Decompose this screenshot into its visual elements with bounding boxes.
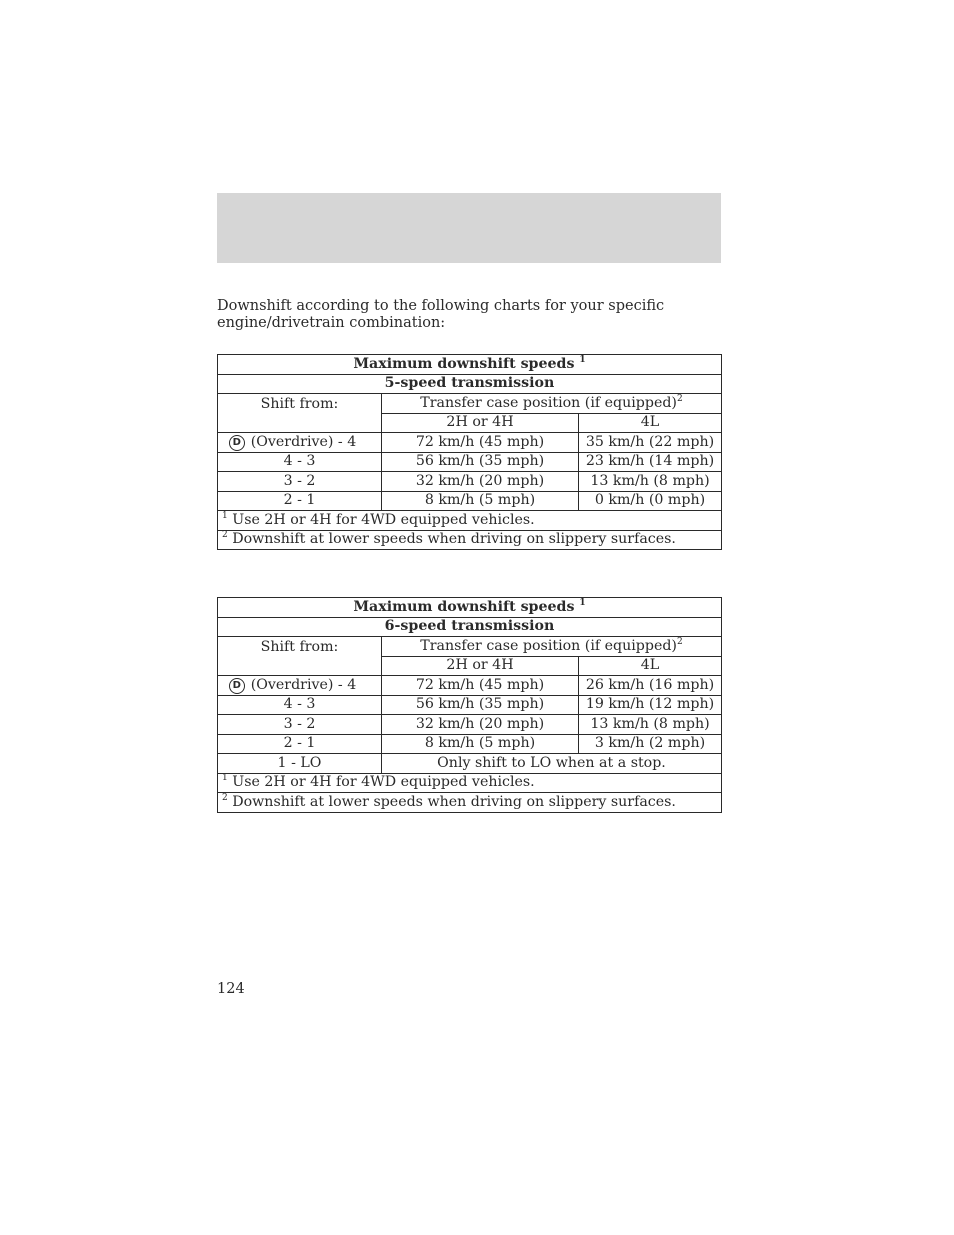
footnote-ref: 1: [579, 597, 586, 608]
speed-4l-cell: 26 km/h (16 mph): [579, 676, 722, 696]
footnote-row-2: [218, 530, 722, 550]
speed-2h-cell: 72 km/h (45 mph): [382, 676, 579, 696]
shift-cell: 3 - 2: [218, 472, 382, 492]
table-row: [218, 695, 722, 715]
speed-2h-cell: 32 km/h (20 mph): [382, 715, 579, 735]
speed-4l-cell: 3 km/h (2 mph): [579, 734, 722, 754]
shift-cell: 2 - 1: [218, 734, 382, 754]
table-row: [218, 734, 722, 754]
overdrive-d-icon: D: [229, 678, 245, 694]
transfer-case-header: Transfer case position (if equipped)$^2$: [382, 637, 722, 657]
speed-2h-cell: 8 km/h (5 mph): [382, 491, 579, 511]
table-row: [218, 491, 722, 511]
table-subtitle: 5-speed transmission: [218, 374, 722, 394]
table-subtitle: 6-speed transmission: [218, 617, 722, 637]
header-row: [218, 394, 722, 414]
table-title: Maximum downshift speeds $^1$: [218, 598, 722, 618]
col-2h-4h-header: 2H or 4H: [382, 413, 579, 433]
page-number: 124: [217, 981, 245, 997]
shift-cell: 1 - LO: [218, 754, 382, 774]
footnote-row-1: [218, 773, 722, 793]
footnote-ref: 1: [579, 354, 586, 365]
section-header-band: [217, 193, 721, 263]
header-row: [218, 637, 722, 657]
transfer-case-header: Transfer case position (if equipped)$^2$: [382, 394, 722, 414]
speed-4l-cell: 0 km/h (0 mph): [579, 491, 722, 511]
table-subtitle-row: [218, 374, 722, 394]
downshift-table-5-speed: [217, 354, 722, 550]
table-title: Maximum downshift speeds $^1$: [218, 355, 722, 375]
table-row: [218, 715, 722, 735]
shift-cell: 4 - 3: [218, 452, 382, 472]
col-4l-header: 4L: [579, 656, 722, 676]
speed-2h-cell: 56 km/h (35 mph): [382, 695, 579, 715]
shift-from-header: Shift from:: [218, 394, 382, 433]
footnote-row-2: [218, 793, 722, 813]
footnote-ref: 2: [676, 636, 683, 647]
speed-2h-cell: 72 km/h (45 mph): [382, 433, 579, 453]
table-row: [218, 472, 722, 492]
table-row: [218, 676, 722, 696]
shift-from-header: Shift from:: [218, 637, 382, 676]
col-2h-4h-header: 2H or 4H: [382, 656, 579, 676]
speed-2h-cell: 56 km/h (35 mph): [382, 452, 579, 472]
speed-4l-cell: 35 km/h (22 mph): [579, 433, 722, 453]
intro-line-2: engine/drivetrain combination:: [217, 315, 446, 331]
table-title-row: [218, 355, 722, 375]
shift-cell: 2 - 1: [218, 491, 382, 511]
speed-2h-cell: 32 km/h (20 mph): [382, 472, 579, 492]
footnote-1: $^1$ Use 2H or 4H for 4WD equipped vehicles.: [218, 511, 722, 531]
table-row: [218, 452, 722, 472]
shift-cell: 3 - 2: [218, 715, 382, 735]
shift-cell: D (Overdrive) - 4: [218, 433, 382, 453]
speed-4l-cell: 13 km/h (8 mph): [579, 472, 722, 492]
shift-cell: D (Overdrive) - 4: [218, 676, 382, 696]
footnote-ref: 2: [676, 393, 683, 404]
table-row: [218, 433, 722, 453]
col-4l-header: 4L: [579, 413, 722, 433]
downshift-table-6-speed: [217, 597, 722, 813]
footnote-2: $^2$ Downshift at lower speeds when driving on slippery surfaces.: [218, 530, 722, 550]
shift-cell: 4 - 3: [218, 695, 382, 715]
footnote-2: $^2$ Downshift at lower speeds when driving on slippery surfaces.: [218, 793, 722, 813]
table-subtitle-row: [218, 617, 722, 637]
overdrive-d-icon: D: [229, 435, 245, 451]
speed-4l-cell: 23 km/h (14 mph): [579, 452, 722, 472]
intro-paragraph: [217, 298, 721, 332]
lo-note-cell: Only shift to LO when at a stop.: [382, 754, 722, 774]
footnote-1: $^1$ Use 2H or 4H for 4WD equipped vehicles.: [218, 773, 722, 793]
speed-4l-cell: 13 km/h (8 mph): [579, 715, 722, 735]
table-title-row: [218, 598, 722, 618]
footnote-row-1: [218, 511, 722, 531]
speed-2h-cell: 8 km/h (5 mph): [382, 734, 579, 754]
table-row-lo: [218, 754, 722, 774]
intro-line-1: Downshift according to the following charts for your specific: [217, 298, 665, 314]
speed-4l-cell: 19 km/h (12 mph): [579, 695, 722, 715]
